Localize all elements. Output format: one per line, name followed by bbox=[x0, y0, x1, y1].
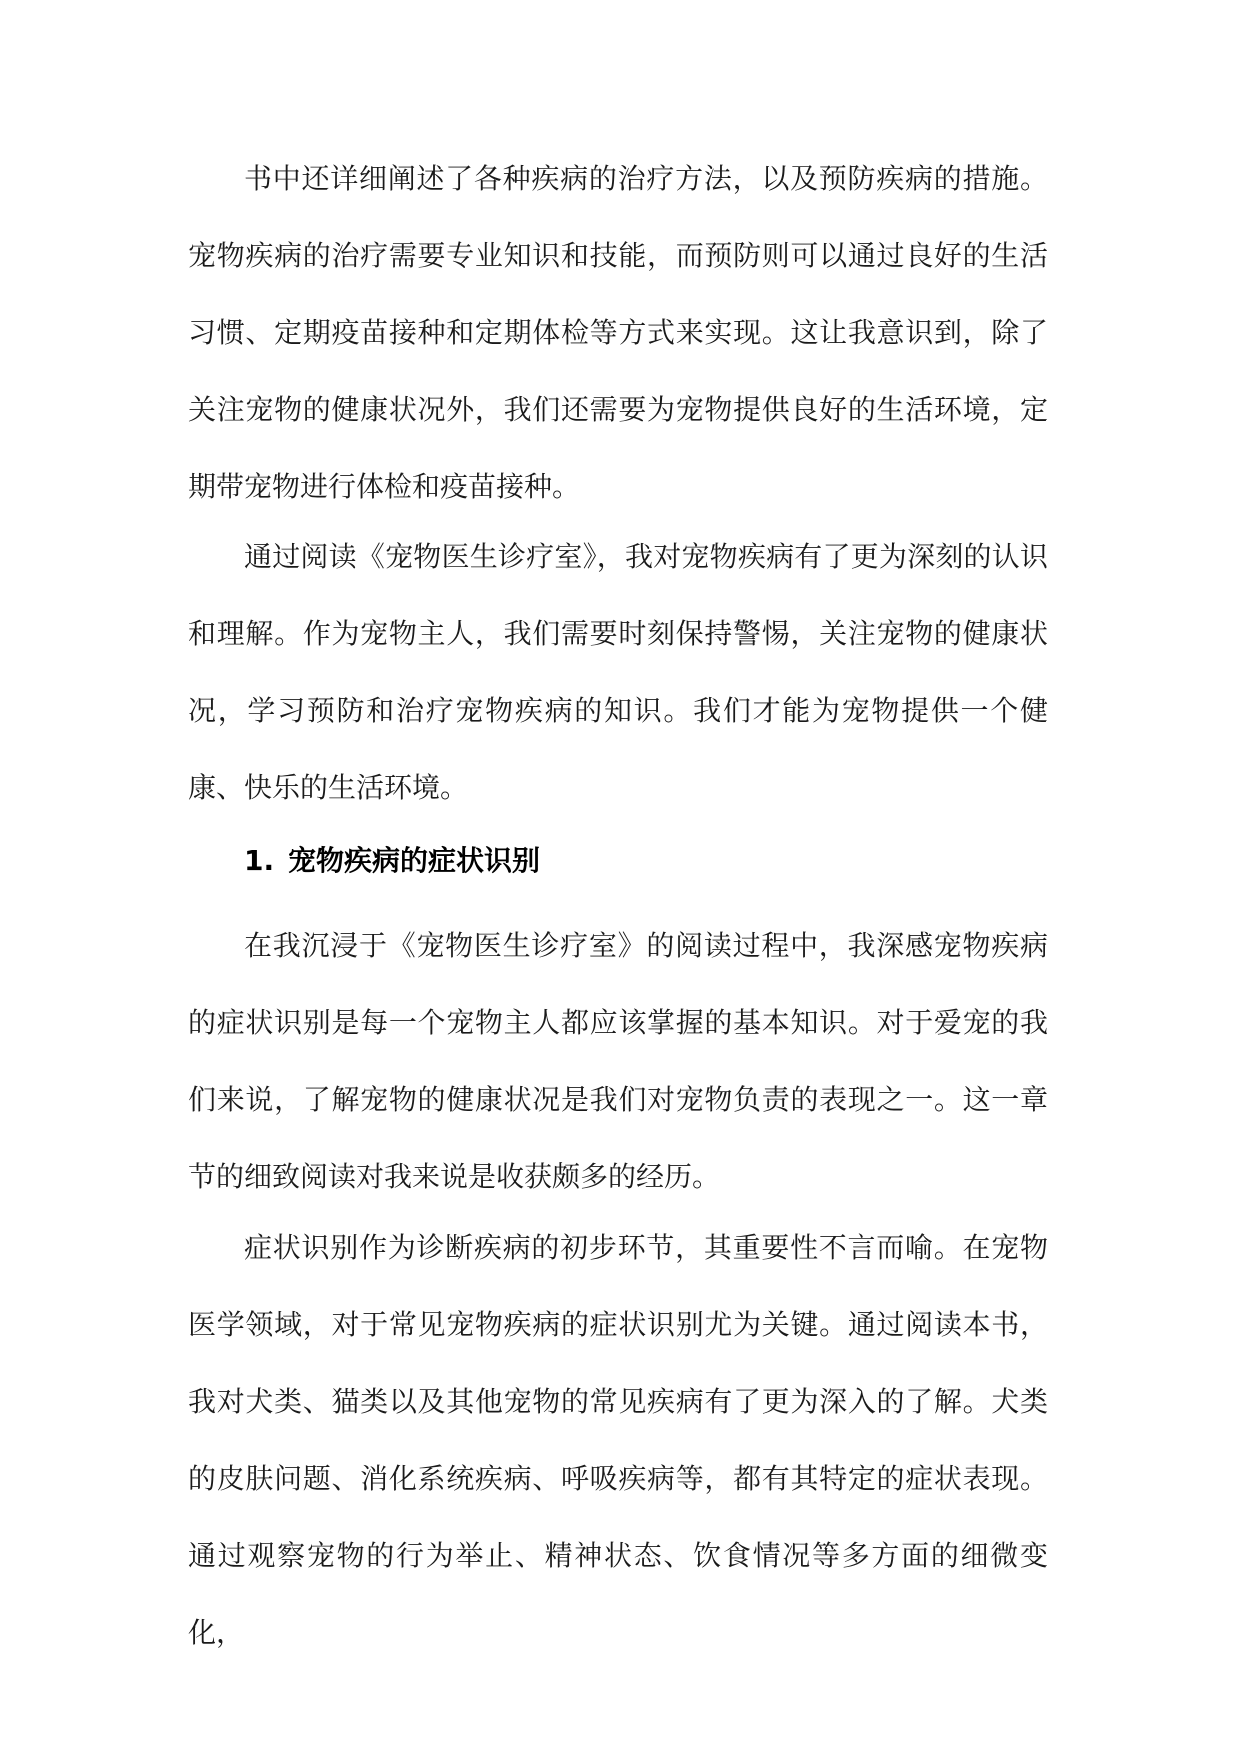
paragraph-symptom-intro bbox=[188, 907, 1048, 1215]
paragraph-text: 通过阅读《宠物医生诊疗室》，我对宠物疾病有了更为深刻的认识和理解。作为宠物主人，我们需要时刻保持警惕，关注宠物的健康状况，学习预防和治疗宠物疾病的知识。我们才能为宠物提供一个健康、快乐的生活环境。 bbox=[188, 540, 1048, 804]
paragraph-reading-reflection bbox=[188, 518, 1048, 826]
paragraph-text: 书中还详细阐述了各种疾病的治疗方法，以及预防疾病的措施。宠物疾病的治疗需要专业知识和技能，而预防则可以通过良好的生活习惯、定期疫苗接种和定期体检等方式来实现。这让我意识到，除了关注宠物的健康状况外，我们还需要为宠物提供良好的生活环境，定期带宠物进行体检和疫苗接种。 bbox=[188, 162, 1048, 503]
paragraph-treatment-prevention bbox=[188, 140, 1048, 525]
paragraph-text: 症状识别作为诊断疾病的初步环节，其重要性不言而喻。在宠物医学领域，对于常见宠物疾病的症状识别尤为关键。通过阅读本书，我对犬类、猫类以及其他宠物的常见疾病有了更为深入的了解。犬类的皮肤问题、消化系统疾病、呼吸疾病等，都有其特定的症状表现。通过观察宠物的行为举止、精神状态、饮食情况等多方面的细微变化， bbox=[188, 1231, 1048, 1649]
section-title: 宠物疾病的症状识别 bbox=[288, 844, 541, 877]
section-number: 1. bbox=[244, 844, 275, 877]
section-heading bbox=[244, 822, 540, 899]
paragraph-symptom-importance bbox=[188, 1209, 1048, 1671]
paragraph-text: 在我沉浸于《宠物医生诊疗室》的阅读过程中，我深感宠物疾病的症状识别是每一个宠物主人都应该掌握的基本知识。对于爱宠的我们来说，了解宠物的健康状况是我们对宠物负责的表现之一。这一章节的细致阅读对我来说是收获颇多的经历。 bbox=[188, 929, 1048, 1193]
